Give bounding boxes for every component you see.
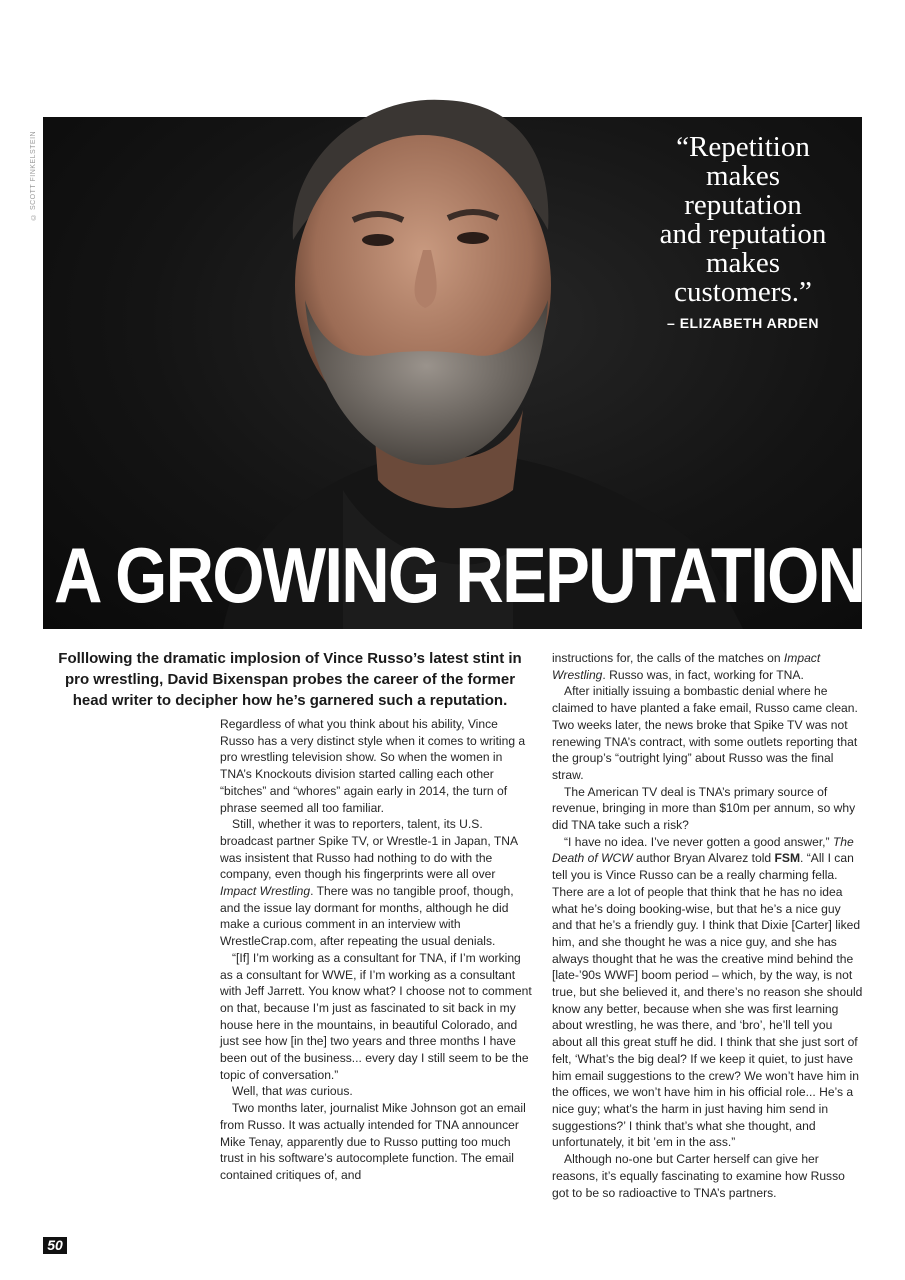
quote-line: reputation xyxy=(684,189,802,221)
quote-author: – ELIZABETH ARDEN xyxy=(667,315,819,331)
quote-line: and reputation xyxy=(659,218,827,250)
text: Well, that xyxy=(232,1084,286,1099)
paragraph: Two months later, journalist Mike Johnson got an email from Russo. It was actually intended for TNA announcer Mike Tenay, apparently due to Russo putting too much trust in his software’s autocomplete function. The email contained critiques of, and xyxy=(220,1101,526,1182)
paragraph: Regardless of what you think about his ability, Vince Russo has a very distinct style when it comes to writing a pro wrestling television show. So when the women in TNA’s Knockouts division started calling each other “bitches” and “whores” again early in 2014, the turn of phrase seemed all too familiar. xyxy=(220,717,526,815)
paragraph: After initially issuing a bombastic denial where he claimed to have planted a fake email, Russo came clean. Two weeks later, the news broke that Spike TV was not renewing TNA’s contract, with some outlets reporting that the group’s “outright lying” about Russo was the final straw. xyxy=(552,684,858,782)
text: author Bryan Alvarez told xyxy=(632,851,775,866)
paragraph: The American TV deal is TNA’s primary source of revenue, bringing in more than $10m per annum, so why did TNA take such a risk? xyxy=(552,784,856,833)
photo-credit: © SCOTT FINKELSTEIN xyxy=(30,130,37,220)
standfirst xyxy=(50,648,530,711)
page-number: 50 xyxy=(43,1237,67,1254)
quote-line: makes xyxy=(705,247,781,279)
text: . “All I can tell you is Vince Russo can be a really charming fella. There are a lot of people that think that he has no idea what he’s doing booking-wise, but that he’s a nice guy and that he’s a friendly guy. I think that Dixie [Carter] liked him, and she thought he was a nice guy, and she has always thought that he was the creative mind behind the [late-’90s WWF] boom period – which, by the way, is not true, but she believed it, and there’s no reason she should know any better, because when she was first learning about wrestling, he was there, and ‘bro’, he’ll tell you about all this great stuff he did. I think that she just sort of felt, ‘What’s the big deal? If we keep it quiet, to just have him email suggestions to the crew? We won’t have him in the offices, we won’t have him in his official role... He’s a nice guy; what’s the harm in just having him send in suggestions?’ I think that’s what she thought, and unfortunately, it bit ’em in the ass.” xyxy=(552,851,863,1150)
text: instructions for, the calls of the matches on xyxy=(552,651,784,665)
text: . Russo was, in fact, working for TNA. xyxy=(602,667,804,682)
standfirst-text: probes the career of the former head writer to decipher how he’s garnered such a reputation. xyxy=(72,671,516,709)
text: Still, whether it was to reporters, talent, its U.S. broadcast partner Spike TV, or Wrestle-1 in Japan, TNA was insistent that Russo had nothing to do with the company, even though his fingerprints were all over xyxy=(220,817,518,882)
paragraph xyxy=(220,816,532,950)
quote-line: customers.” xyxy=(674,276,812,308)
text: curious. xyxy=(307,1084,353,1099)
quote-line: makes xyxy=(705,160,781,192)
quote-line: “Repetition xyxy=(676,131,810,163)
body-column-1 xyxy=(220,716,532,1184)
text: . There was no tangible proof, though, and the issue lay dormant for months, although he did make a curious comment in an interview with WrestleCrap.com, after repeating the usual denials. xyxy=(220,884,514,949)
italic-text: was xyxy=(285,1084,308,1099)
standfirst-author: David Bixenspan xyxy=(167,671,289,688)
text: “I have no idea. I’ve never gotten a good answer,” xyxy=(564,834,833,849)
bold-text: FSM xyxy=(774,851,801,866)
headline: A GROWING REPUTATION xyxy=(54,531,865,619)
italic-text: Impact Wrestling xyxy=(552,651,821,682)
body-column-2 xyxy=(552,650,864,1201)
paragraph xyxy=(552,650,864,683)
italic-text: Impact Wrestling xyxy=(220,884,311,899)
italic-text: The Death of WCW xyxy=(552,834,854,866)
standfirst-text: Folllowing the dramatic implosion of Vince Russo’s latest stint in pro wrestling, xyxy=(58,650,522,688)
paragraph xyxy=(552,834,864,1151)
paragraph xyxy=(220,1083,532,1100)
paragraph: Although no-one but Carter herself can give her reasons, it’s equally fascinating to examine how Russo got to be so radioactive to TNA’s partners. xyxy=(552,1152,845,1200)
paragraph: “[If] I’m working as a consultant for TNA, if I’m working as a consultant for WWE, if I’m working as a consultant with Jeff Jarrett. You know what? I choose not to comment on that, because I’m just as fascinated to sit back in my house here in the mountains, in beautiful Colorado, and just see how [in the] two years and three months I have been out of the business... every day I still seem to be the topic of conversation.” xyxy=(220,950,532,1082)
pull-quote xyxy=(633,133,853,307)
